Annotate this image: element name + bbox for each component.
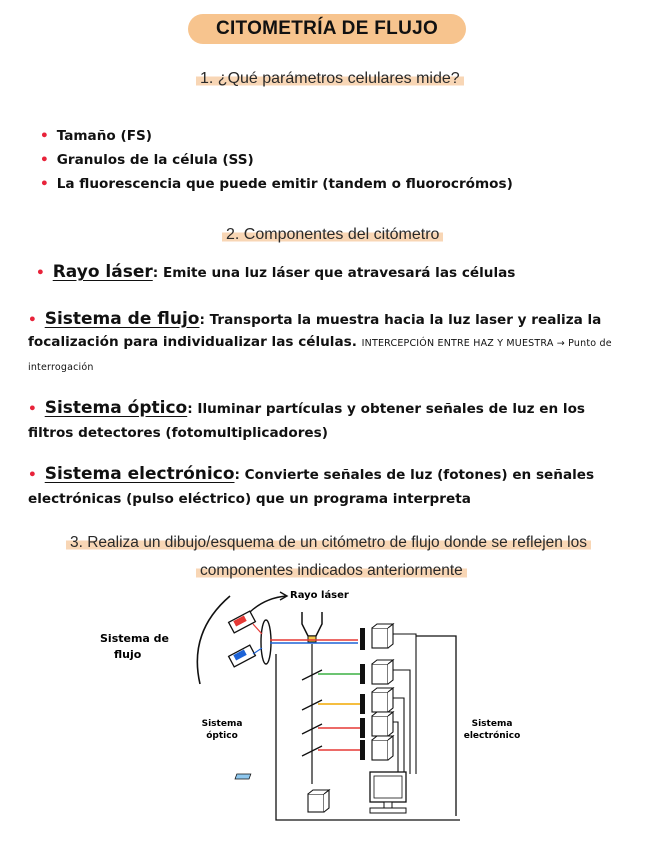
label-electronico-line1: Sistema [471, 719, 513, 729]
label-flujo-line1: Sistema de [100, 632, 170, 645]
component-separator: : [152, 265, 159, 281]
bullet-icon: • [40, 176, 49, 192]
laser-source-blue [229, 645, 256, 667]
section-1-heading [196, 70, 464, 88]
lens-icon [261, 620, 271, 664]
section-1-heading-text: 1. ¿Qué parámetros celulares mide? [196, 70, 464, 87]
label-optico-line1: Sistema [201, 719, 243, 729]
laser-source-red [229, 611, 256, 633]
section-2-heading-text: 2. Componentes del citómetro [222, 226, 443, 243]
bullet-icon: • [28, 401, 37, 417]
section-2-heading [222, 226, 443, 244]
bullet-icon: • [36, 265, 45, 281]
component-separator: : [199, 312, 205, 328]
flujo-bracket [197, 596, 230, 684]
bullet-icon: • [28, 312, 37, 328]
section-3-heading-text: componentes indicados anteriormente [196, 562, 467, 579]
list-item [40, 172, 513, 196]
component-electronico [28, 462, 628, 511]
label-optico-line2: óptico [206, 731, 238, 741]
section-3-heading-line1 [66, 534, 591, 552]
bullet-icon: • [28, 467, 37, 483]
component-note: INTERCEPCIÓN ENTRE HAZ Y MUESTRA → Punto de interrogación [28, 338, 612, 373]
list-item-text: La fluorescencia que puede emitir (tandem o fluorocrómos) [56, 176, 513, 192]
detector-filters [360, 628, 365, 760]
component-term: Sistema electrónico [44, 464, 235, 484]
component-separator: : [187, 401, 193, 417]
component-separator: : [234, 467, 240, 483]
laser-arrow [250, 596, 286, 612]
computer-icon [370, 772, 406, 813]
section-3-heading-line2 [196, 562, 467, 580]
component-description: Emite una luz láser que atravesará las células [162, 265, 516, 281]
component-flujo [28, 308, 616, 379]
bullet-icon: • [40, 128, 49, 144]
component-term: Sistema óptico [44, 398, 188, 418]
page-title: CITOMETRÍA DE FLUJO [188, 14, 466, 44]
section-3-heading-text: 3. Realiza un dibujo/esquema de un citómetro de flujo donde se reflejen los [66, 534, 591, 551]
bullet-icon: • [40, 152, 49, 168]
parameters-list [40, 124, 513, 196]
list-item [40, 148, 513, 172]
component-term: Sistema de flujo [44, 309, 200, 329]
component-description: Convierte señales de luz (fotones) en señales electrónicas (pulso eléctrico) que un programa interpreta [28, 467, 595, 507]
label-flujo-line2: flujo [114, 648, 142, 661]
component-term: Rayo láser [52, 262, 153, 282]
label-electronico-line2: electrónico [463, 731, 521, 741]
label-laser: Rayo láser [290, 590, 349, 601]
component-optico [28, 396, 628, 445]
component-laser [36, 262, 576, 284]
list-item-text: Granulos de la célula (SS) [56, 152, 254, 168]
list-item-text: Tamaño (FS) [56, 128, 152, 144]
list-item [40, 124, 513, 148]
component-description: Iluminar partículas y obtener señales de luz en los filtros detectores (fotomultiplicadores) [28, 401, 586, 441]
flow-cell-icon [302, 612, 322, 636]
component-description: Transporta la muestra hacia la luz laser y realiza la focalización para individualizar las células. [28, 312, 602, 350]
flow-cytometer-diagram [80, 584, 540, 840]
diagram-drawing [80, 584, 540, 840]
